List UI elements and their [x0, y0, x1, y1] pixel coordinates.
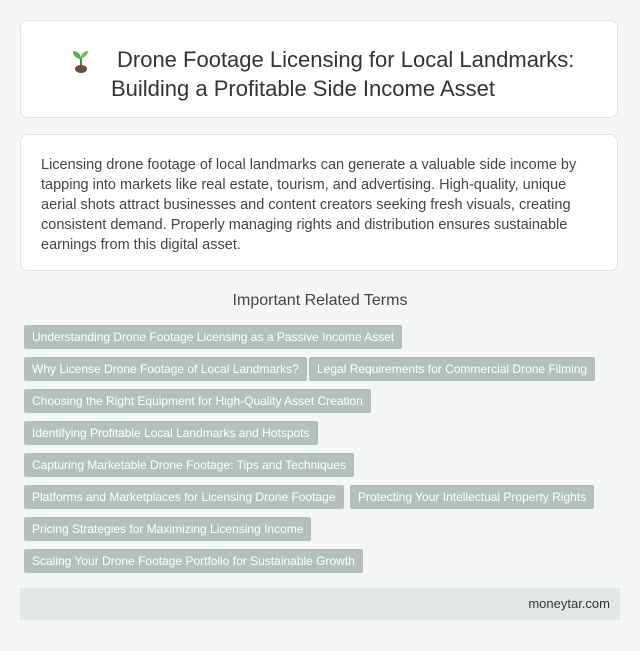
related-term-tag[interactable]: Protecting Your Intellectual Property Rights: [350, 485, 594, 509]
footer: [20, 588, 620, 620]
footer-site-link[interactable]: moneytar.com: [528, 596, 610, 611]
related-term-tag[interactable]: Identifying Profitable Local Landmarks and Hotspots: [24, 421, 318, 445]
related-term-tag[interactable]: Pricing Strategies for Maximizing Licensing Income: [24, 517, 311, 541]
related-term-tag[interactable]: Why License Drone Footage of Local Landmarks?: [24, 357, 307, 381]
related-term-tag[interactable]: Platforms and Marketplaces for Licensing Drone Footage: [24, 485, 344, 509]
related-term-tag[interactable]: Scaling Your Drone Footage Portfolio for Sustainable Growth: [24, 549, 363, 573]
summary-card: [20, 134, 618, 271]
title-line-1: Drone Footage Licensing for Local Landmarks:: [117, 47, 575, 72]
title-line-2: Building a Profitable Side Income Asset: [111, 76, 496, 101]
related-terms-heading: Important Related Terms: [232, 292, 408, 309]
page-title: [21, 45, 617, 103]
related-term-tag[interactable]: Understanding Drone Footage Licensing as a Passive Income Asset: [24, 325, 402, 349]
title-card: [20, 20, 618, 118]
related-term-tag[interactable]: Legal Requirements for Commercial Drone Filming: [309, 357, 595, 381]
related-term-tag[interactable]: Capturing Marketable Drone Footage: Tips and Techniques: [24, 453, 354, 477]
related-term-tag[interactable]: Choosing the Right Equipment for High-Quality Asset Creation: [24, 389, 371, 413]
summary-text: Licensing drone footage of local landmarks can generate a valuable side income by tapping into markets like real estate, tourism, and advertising. High-quality, unique aerial shots attract businesses and content creators seeking fresh visuals, creating consistent demand. Properly managing rights and distribution ensures sustainable earnings from this digital asset.: [41, 157, 577, 253]
